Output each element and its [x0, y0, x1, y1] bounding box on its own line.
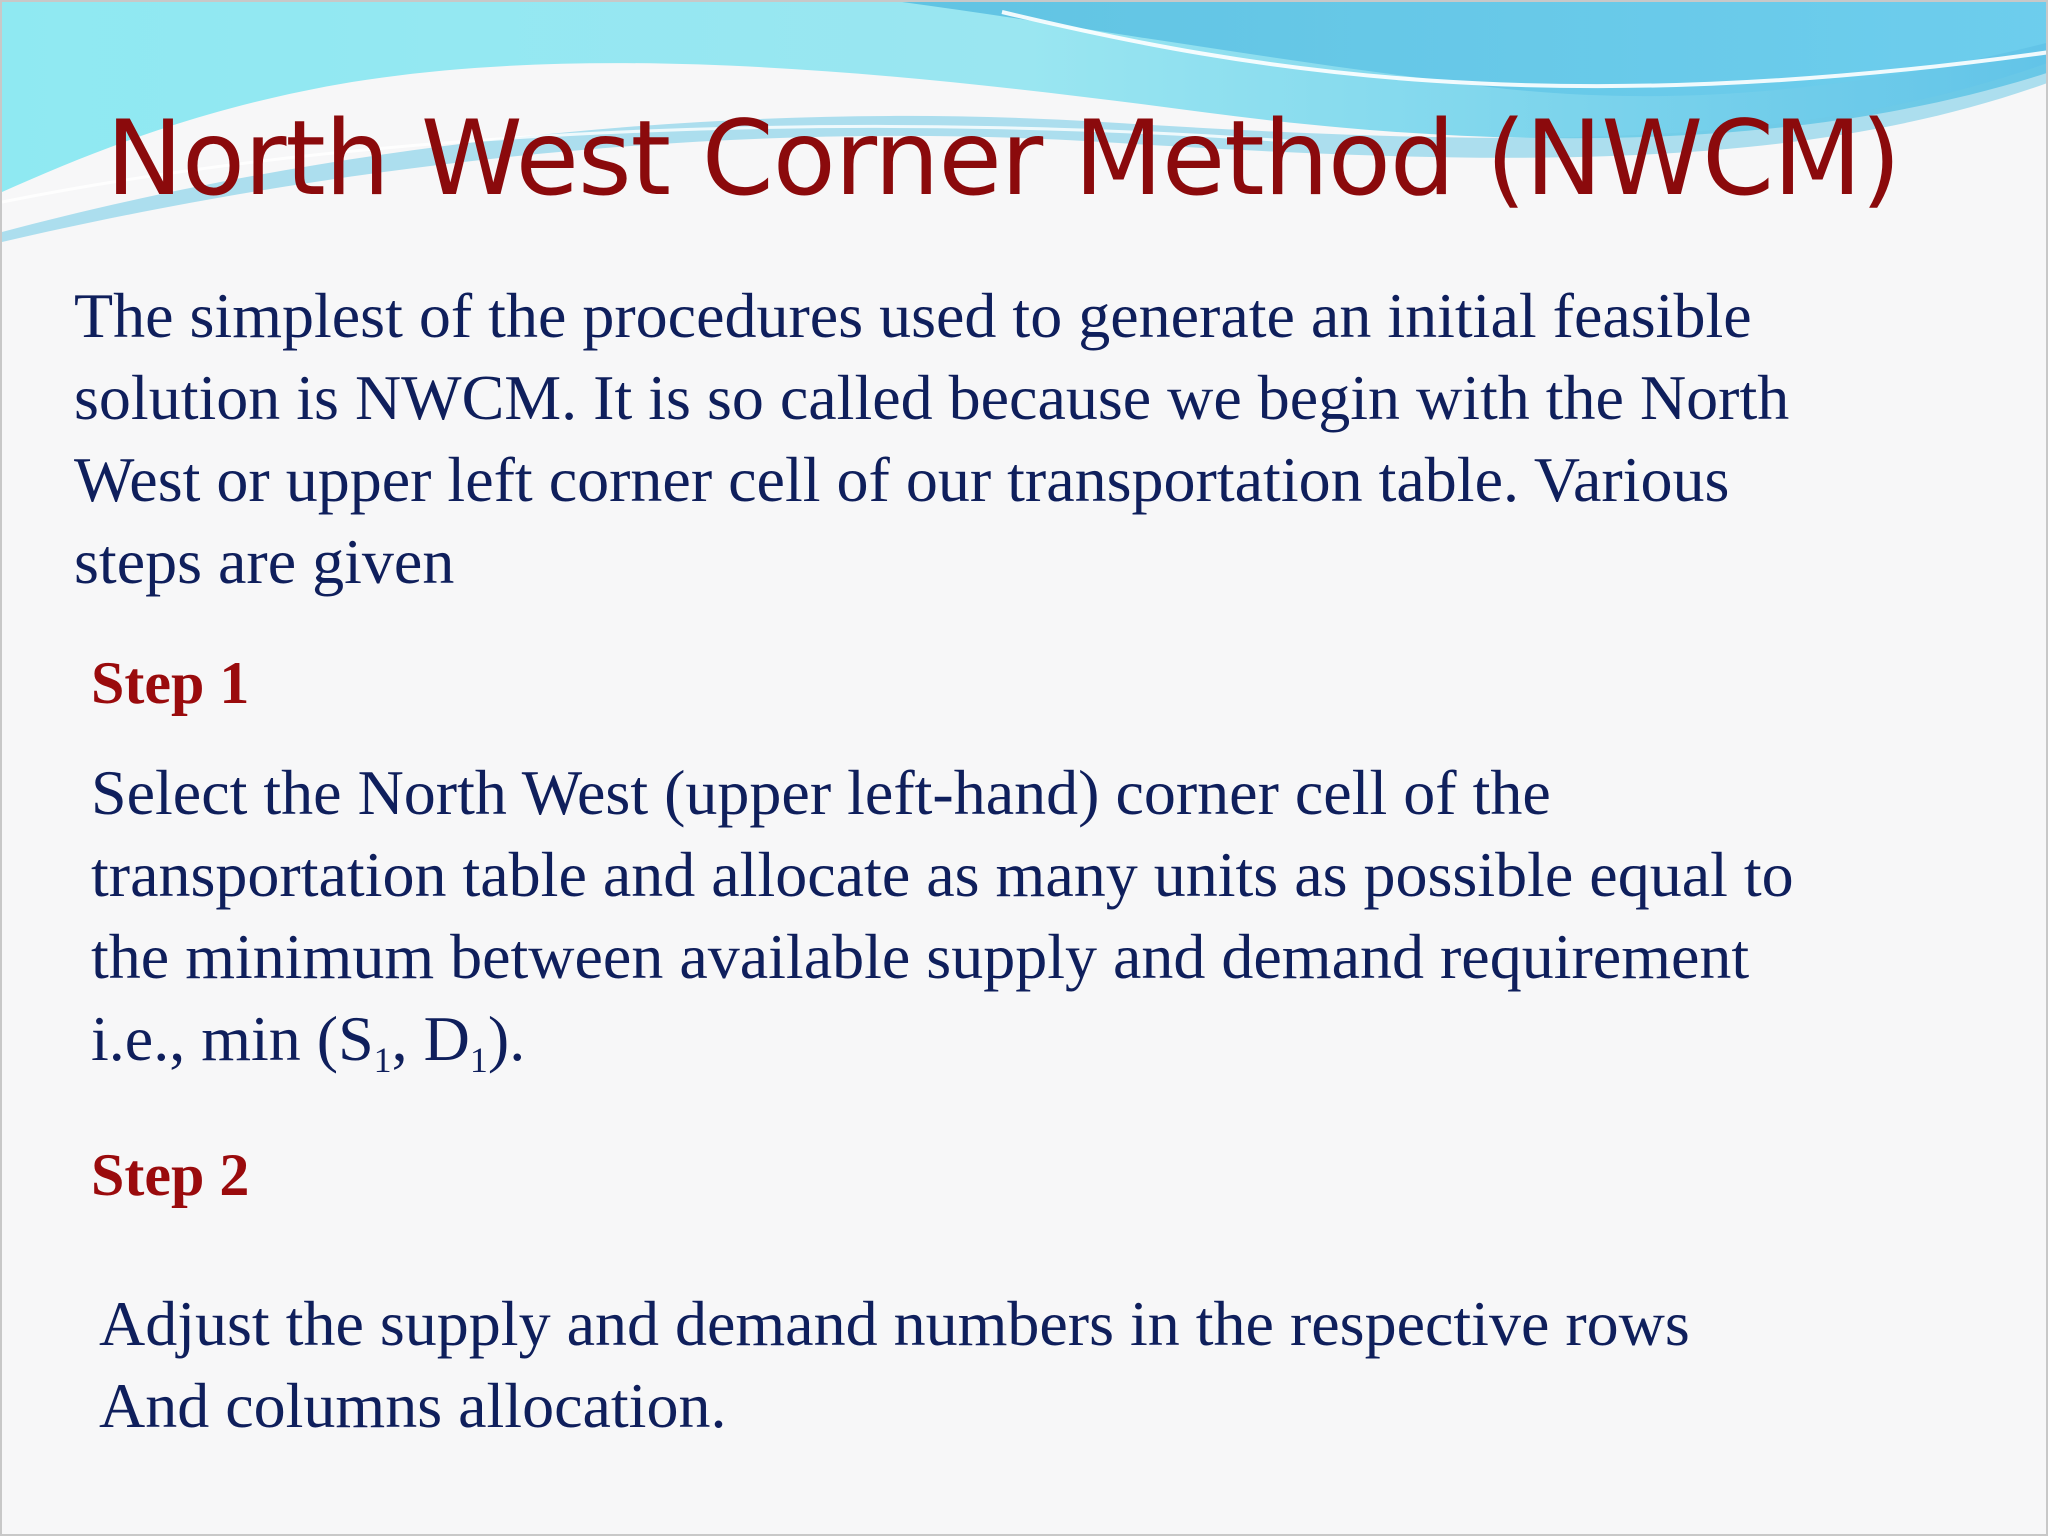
- step1-formula-line: [91, 998, 2021, 1080]
- step1-line: the minimum between available supply and demand requirement: [91, 921, 1750, 992]
- formula-subscript-s: 1: [373, 1040, 392, 1080]
- slide-title: North West Corner Method (NWCM): [106, 99, 1901, 219]
- formula-subscript-d: 1: [469, 1040, 488, 1080]
- step2-paragraph: [99, 1283, 1999, 1447]
- step1-line: Select the North West (upper left-hand) corner cell of the: [91, 757, 1551, 828]
- step1-line: transportation table and allocate as many units as possible equal to: [91, 839, 1794, 910]
- formula-suffix: ).: [487, 1003, 526, 1074]
- intro-line: solution is NWCM. It is so called because we begin with the North: [74, 362, 1790, 433]
- step2-heading: Step 2: [91, 1142, 250, 1208]
- formula-prefix: i.e., min (S: [91, 1003, 374, 1074]
- step2-line: Adjust the supply and demand numbers in the respective rows: [99, 1288, 1690, 1359]
- step2-line: And columns allocation.: [99, 1370, 727, 1441]
- step1-paragraph: [91, 752, 2021, 1080]
- step1-heading: Step 1: [91, 650, 250, 716]
- intro-line: The simplest of the procedures used to generate an initial feasible: [74, 280, 1752, 351]
- formula-middle: , D: [391, 1003, 470, 1074]
- intro-line: West or upper left corner cell of our transportation table. Various: [74, 444, 1730, 515]
- intro-line: steps are given: [74, 526, 455, 597]
- intro-paragraph: [74, 275, 1994, 603]
